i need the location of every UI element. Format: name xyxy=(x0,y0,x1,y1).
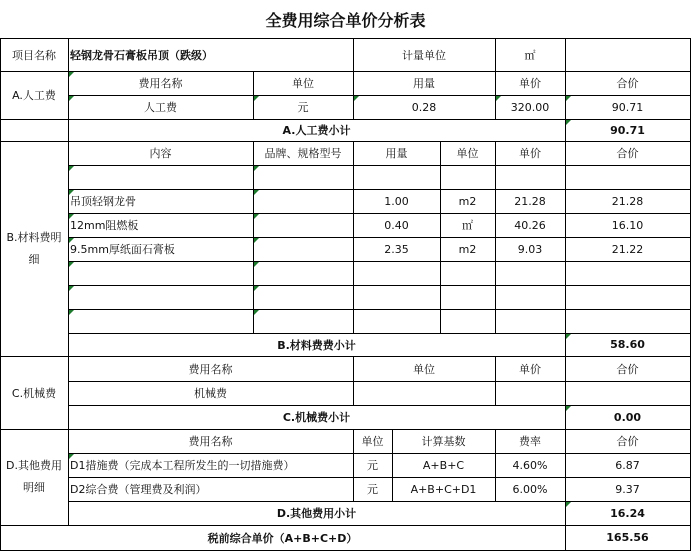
other-row-unit[interactable]: 元 xyxy=(367,459,378,472)
labor-col-name: 费用名称 xyxy=(138,77,183,90)
other-subtotal-value[interactable]: 16.24 xyxy=(610,506,645,520)
material-row-qty[interactable]: 2.35 xyxy=(384,242,409,256)
machine-section-label: C.机械费 xyxy=(11,386,57,400)
other-row-total[interactable]: 9.37 xyxy=(615,482,640,496)
material-row-qty[interactable]: 1.00 xyxy=(384,194,409,208)
labor-row-unit[interactable]: 元 xyxy=(297,101,309,114)
material-row-total[interactable]: 16.10 xyxy=(611,218,644,232)
material-row-qty[interactable]: 0.40 xyxy=(384,218,409,232)
labor-row-qty[interactable]: 0.28 xyxy=(411,100,437,114)
material-row-total[interactable]: 21.28 xyxy=(611,194,644,208)
measure-unit-value[interactable]: ㎡ xyxy=(524,48,536,62)
machine-row-name[interactable]: 机械费 xyxy=(194,387,227,400)
other-row-name[interactable]: D2综合费（管理费及利润） xyxy=(70,483,207,496)
final-price-label: 税前综合单价（A+B+C+D） xyxy=(207,531,358,545)
other-col-total: 合价 xyxy=(616,435,639,448)
material-subtotal-value[interactable]: 58.60 xyxy=(610,338,645,351)
machine-col-unit: 单位 xyxy=(413,362,435,376)
labor-section-label: A.人工费 xyxy=(12,89,56,102)
labor-col-price: 单价 xyxy=(519,77,541,90)
machine-col-name: 费用名称 xyxy=(188,362,233,376)
labor-row-total[interactable]: 90.71 xyxy=(611,100,644,114)
other-row-base[interactable]: A+B+C+D1 xyxy=(410,482,477,496)
labor-subtotal-label: A.人工费小计 xyxy=(282,124,351,137)
material-row-total[interactable]: 21.22 xyxy=(611,242,644,256)
labor-col-qty: 用量 xyxy=(413,77,435,90)
item-name-value[interactable]: 轻钢龙骨石膏板吊顶（跌级） xyxy=(70,48,213,62)
material-row-price[interactable]: 21.28 xyxy=(514,194,546,208)
labor-col-total: 合价 xyxy=(616,77,639,90)
machine-col-total: 合价 xyxy=(616,362,639,376)
item-name-label: 项目名称 xyxy=(12,48,56,62)
material-section-label: B.材料费明细 xyxy=(6,230,62,266)
other-col-rate: 费率 xyxy=(519,435,541,448)
material-col-spec: 品牌、规格型号 xyxy=(264,147,342,160)
material-row-unit[interactable]: m2 xyxy=(458,194,477,208)
material-row-name[interactable]: 9.5mm厚纸面石膏板 xyxy=(70,243,175,256)
material-row-unit[interactable]: ㎡ xyxy=(462,219,473,232)
material-col-total: 合价 xyxy=(616,147,639,160)
other-col-name: 费用名称 xyxy=(188,435,233,448)
material-row-name[interactable]: 吊顶轻钢龙骨 xyxy=(70,195,136,208)
material-col-price: 单价 xyxy=(519,147,541,160)
other-row-rate[interactable]: 6.00% xyxy=(512,482,548,496)
other-row-name[interactable]: D1措施费（完成本工程所发生的一切措施费） xyxy=(70,459,295,472)
other-row-rate[interactable]: 4.60% xyxy=(512,458,548,472)
material-row-unit[interactable]: m2 xyxy=(458,242,477,256)
labor-col-unit: 单位 xyxy=(292,77,314,90)
material-col-content: 内容 xyxy=(149,147,172,160)
other-row-base[interactable]: A+B+C xyxy=(422,458,465,472)
sheet-title: 全费用综合单价分析表 xyxy=(265,10,426,30)
machine-subtotal-label: C.机械费小计 xyxy=(282,411,351,424)
other-col-unit: 单位 xyxy=(361,435,384,448)
material-row-name[interactable]: 12mm阻燃板 xyxy=(70,219,139,232)
machine-col-price: 单价 xyxy=(519,362,541,376)
other-row-total[interactable]: 6.87 xyxy=(615,458,640,472)
labor-subtotal-value[interactable]: 90.71 xyxy=(610,123,645,137)
other-col-base: 计算基数 xyxy=(421,435,466,448)
labor-row-name[interactable]: 人工费 xyxy=(144,101,177,114)
material-row-price[interactable]: 40.26 xyxy=(514,218,546,232)
material-subtotal-label: B.材料费费小计 xyxy=(277,338,356,352)
other-row-unit[interactable]: 元 xyxy=(367,483,378,496)
final-price-value[interactable]: 165.56 xyxy=(606,531,649,544)
material-col-unit: 单位 xyxy=(456,147,479,160)
measure-unit-label: 计量单位 xyxy=(402,48,446,62)
other-section-label: D.其他费用明细 xyxy=(6,459,62,494)
labor-row-price[interactable]: 320.00 xyxy=(510,100,550,114)
material-col-qty: 用量 xyxy=(385,147,408,160)
machine-subtotal-value[interactable]: 0.00 xyxy=(613,410,642,424)
other-subtotal-label: D.其他费用小计 xyxy=(276,507,357,520)
material-row-price[interactable]: 9.03 xyxy=(517,242,543,256)
